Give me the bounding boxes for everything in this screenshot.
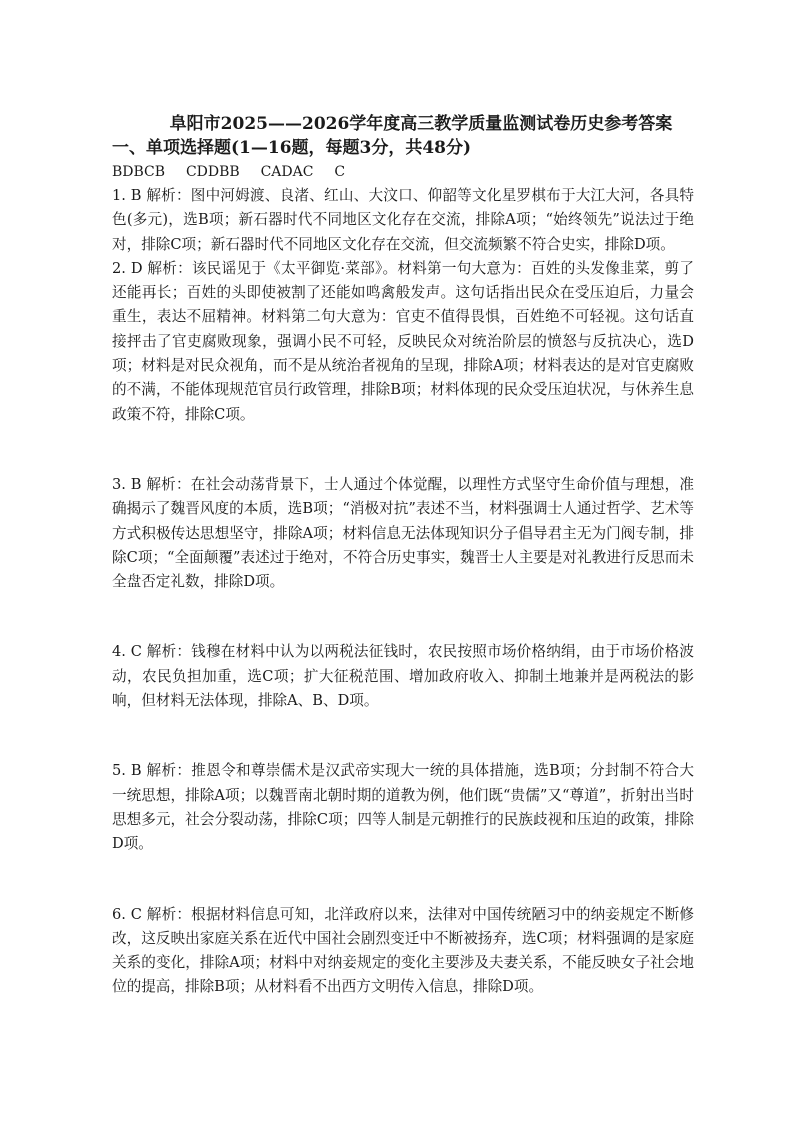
answer-explanation-6: 6. C 解析：根据材料信息可知，北洋政府以来，法律对中国传统陋习中的纳妾规定不断修改，这反映出家庭关系在近代中国社会剧烈变迁中不断被扬弃，选C项；材料强调的是家庭关系的变化，排除A项；材料中对纳妾规定的变化主要涉及夫妻关系，不能反映女子社会地位的提高，排除B项；从材料看不出西方文明传入信息，排除D项。 — [112, 905, 694, 996]
answer-explanation-1: 1. B 解析：图中河姆渡、良渚、红山、大汶口、仰韶等文化星罗棋布于大江大河，各具特色(多元)，选B项；新石器时代不同地区文化存在交流，排除A项；“始终领先”说法过于绝对，排除C项；新石器时代不同地区文化存在交流，但交流频繁不符合史实，排除D项。 — [112, 187, 694, 253]
answer-document — [112, 112, 694, 1000]
document-title: 阜阳市2025——2026学年度高三教学质量监测试卷历史参考答案 — [169, 114, 673, 134]
answer-key-row: BDBCB CDDBB CADAC C — [112, 164, 346, 180]
section-heading: 一、单项选择题(1—16题，每题3分，共48分) — [112, 138, 472, 158]
answer-explanation-3: 3. B 解析：在社会动荡背景下，士人通过个体觉醒，以理性方式坚守生命价值与理想，准确揭示了魏晋风度的本质，选B项；“消极对抗”表述不当，材料强调士人通过哲学、艺术等方式积极传达思想坚守，排除A项；材料信息无法体现知识分子倡导君主无为门阀专制，排除C项；“全面颠覆”表述过于绝对，不符合历史事实，魏晋士人主要是对礼教进行反思而未全盘否定礼数，排除D项。 — [112, 475, 694, 591]
answer-explanation-4: 4. C 解析：钱穆在材料中认为以两税法征钱时，农民按照市场价格纳绢，由于市场价格波动，农民负担加重，选C项；扩大征税范围、增加政府收入、抑制土地兼并是两税法的影响，但材料无法体现，排除A、B、D项。 — [112, 643, 694, 710]
answer-explanation-5: 5. B 解析：推恩令和尊崇儒术是汉武帝实现大一统的具体措施，选B项；分封制不符合大一统思想，排除A项；以魏晋南北朝时期的道教为例，他们既“贵儒”又“尊道”，折射出当时思想多元，社会分裂动荡，排除C项；四等人制是元朝推行的民族歧视和压迫的政策，排除D项。 — [112, 762, 694, 853]
answer-explanation-2: 2. D 解析：该民谣见于《太平御览·菜部》。材料第一句大意为：百姓的头发像韭菜，剪了还能再长；百姓的头即使被割了还能如鸣禽般发声。这句话指出民众在受压迫后，力量会重生，表达不屈精神。材料第二句大意为：官吏不值得畏惧，百姓绝不可轻视。这句话直接抨击了官吏腐败现象，强调小民不可轻，反映民众对统治阶层的愤怒与反抗决心，选D项；材料是对民众视角，而不是从统治者视角的呈现，排除A项；材料表达的是对官吏腐败的不满，不能体现规范官员行政管理，排除B项；材料体现的民众受压迫状况，与休养生息政策不符，排除C项。 — [112, 259, 694, 423]
